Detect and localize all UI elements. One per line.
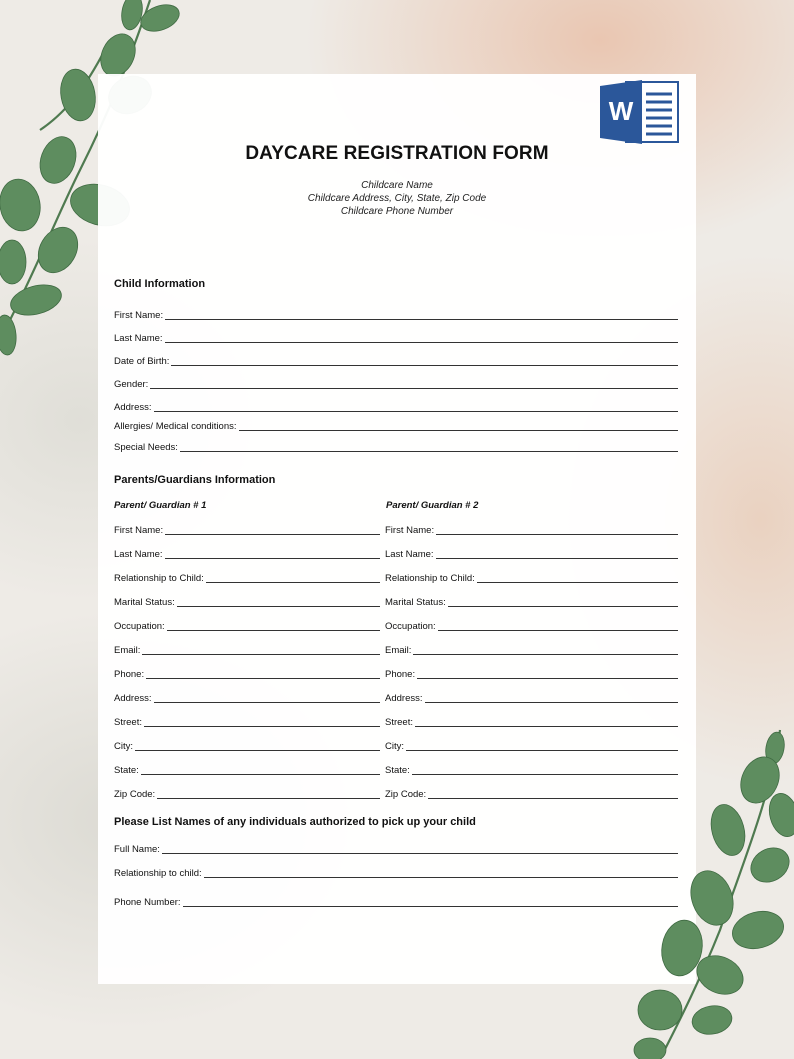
guardian1-phone-label: Phone: — [114, 669, 145, 680]
pickup-heading: Please List Names of any individuals authorized to pick up your child — [114, 816, 476, 828]
guardian2-relationship-to-child-input-line[interactable] — [477, 572, 678, 583]
guardian1-first-name-label: First Name: — [114, 525, 164, 536]
guardian2-phone-input-line[interactable] — [417, 668, 678, 679]
child-gender-label: Gender: — [114, 379, 149, 390]
microsoft-word-icon — [600, 80, 680, 144]
pickup-phone-number-input-line[interactable] — [183, 896, 678, 907]
child-last-name-input-line[interactable] — [165, 332, 678, 343]
guardian1-phone-field — [114, 666, 380, 680]
child-last-name-field — [114, 330, 678, 344]
child-allergies-medical-conditions-input-line[interactable] — [239, 420, 678, 431]
guardian2-zip-code-field — [385, 786, 678, 800]
guardian1-marital-status-input-line[interactable] — [177, 596, 380, 607]
guardian2-phone-label: Phone: — [385, 669, 416, 680]
child-allergies-medical-conditions-field — [114, 418, 678, 432]
pickup-phone-number-field — [114, 894, 678, 908]
guardian1-street-input-line[interactable] — [144, 716, 380, 727]
guardian2-last-name-label: Last Name: — [385, 549, 434, 560]
guardian2-street-field — [385, 714, 678, 728]
guardian1-last-name-field — [114, 546, 380, 560]
child-last-name-label: Last Name: — [114, 333, 163, 344]
child-allergies-medical-conditions-label: Allergies/ Medical conditions: — [114, 421, 237, 432]
guardian2-relationship-to-child-label: Relationship to Child: — [385, 573, 475, 584]
guardian1-state-field — [114, 762, 380, 776]
guardian2-email-label: Email: — [385, 645, 412, 656]
child-first-name-label: First Name: — [114, 310, 164, 321]
guardian1-address-input-line[interactable] — [154, 692, 381, 703]
guardian1-email-input-line[interactable] — [142, 644, 380, 655]
guardian1-relationship-to-child-input-line[interactable] — [206, 572, 380, 583]
guardian2-city-input-line[interactable] — [406, 740, 678, 751]
guardian1-state-label: State: — [114, 765, 139, 776]
guardian2-last-name-field — [385, 546, 678, 560]
guardian2-city-label: City: — [385, 741, 404, 752]
pickup-relationship-to-child-label: Relationship to child: — [114, 868, 202, 879]
child-info-heading: Child Information — [114, 278, 206, 290]
child-date-of-birth-input-line[interactable] — [171, 355, 678, 366]
guardian1-email-field — [114, 642, 380, 656]
child-first-name-field — [114, 307, 678, 321]
guardian1-last-name-label: Last Name: — [114, 549, 163, 560]
childcare-name: Childcare Name — [361, 180, 433, 191]
guardian2-first-name-field — [385, 522, 678, 536]
guardian1-street-field — [114, 714, 380, 728]
guardian1-city-field — [114, 738, 380, 752]
guardian1-address-field — [114, 690, 380, 704]
guardian1-occupation-input-line[interactable] — [167, 620, 380, 631]
guardian1-occupation-field — [114, 618, 380, 632]
guardian2-heading: Parent/ Guardian # 2 — [386, 500, 479, 511]
guardian2-marital-status-label: Marital Status: — [385, 597, 446, 608]
guardian1-heading: Parent/ Guardian # 1 — [114, 500, 207, 511]
guardian2-email-input-line[interactable] — [413, 644, 678, 655]
guardian1-city-input-line[interactable] — [135, 740, 380, 751]
guardian1-last-name-input-line[interactable] — [165, 548, 380, 559]
childcare-phone: Childcare Phone Number — [340, 206, 454, 217]
guardian2-occupation-input-line[interactable] — [438, 620, 678, 631]
pickup-relationship-to-child-field — [114, 865, 678, 879]
guardian1-marital-status-field — [114, 594, 380, 608]
guardian2-address-input-line[interactable] — [425, 692, 679, 703]
pickup-phone-number-label: Phone Number: — [114, 897, 181, 908]
child-gender-field — [114, 376, 678, 390]
child-gender-input-line[interactable] — [150, 378, 678, 389]
form-title: DAYCARE REGISTRATION FORM — [245, 143, 549, 164]
guardian2-address-label: Address: — [385, 693, 423, 704]
child-date-of-birth-field — [114, 353, 678, 367]
child-special-needs-input-line[interactable] — [180, 441, 678, 452]
guardian1-first-name-field — [114, 522, 380, 536]
guardian2-state-input-line[interactable] — [412, 764, 678, 775]
pickup-relationship-to-child-input-line[interactable] — [204, 867, 678, 878]
child-first-name-input-line[interactable] — [165, 309, 678, 320]
guardian1-address-label: Address: — [114, 693, 152, 704]
child-address-input-line[interactable] — [154, 401, 679, 412]
guardian2-state-label: State: — [385, 765, 410, 776]
guardian2-zip-code-label: Zip Code: — [385, 789, 427, 800]
pickup-full-name-input-line[interactable] — [162, 843, 678, 854]
svg-text:W: W — [608, 96, 634, 126]
guardian1-zip-code-label: Zip Code: — [114, 789, 156, 800]
guardian2-street-input-line[interactable] — [415, 716, 678, 727]
parents-info-heading: Parents/Guardians Information — [114, 474, 276, 486]
guardian2-last-name-input-line[interactable] — [436, 548, 678, 559]
guardian1-phone-input-line[interactable] — [146, 668, 380, 679]
guardian2-first-name-input-line[interactable] — [436, 524, 678, 535]
guardian2-zip-code-input-line[interactable] — [428, 788, 678, 799]
guardian1-relationship-to-child-label: Relationship to Child: — [114, 573, 204, 584]
guardian2-phone-field — [385, 666, 678, 680]
pickup-full-name-field — [114, 841, 678, 855]
child-special-needs-label: Special Needs: — [114, 442, 178, 453]
guardian1-occupation-label: Occupation: — [114, 621, 165, 632]
guardian2-city-field — [385, 738, 678, 752]
guardian1-relationship-to-child-field — [114, 570, 380, 584]
guardian1-zip-code-field — [114, 786, 380, 800]
guardian1-street-label: Street: — [114, 717, 142, 728]
guardian1-email-label: Email: — [114, 645, 141, 656]
guardian2-email-field — [385, 642, 678, 656]
guardian2-state-field — [385, 762, 678, 776]
guardian2-first-name-label: First Name: — [385, 525, 435, 536]
guardian1-zip-code-input-line[interactable] — [157, 788, 380, 799]
guardian2-relationship-to-child-field — [385, 570, 678, 584]
child-special-needs-field — [114, 439, 678, 453]
guardian1-marital-status-label: Marital Status: — [114, 597, 175, 608]
child-date-of-birth-label: Date of Birth: — [114, 356, 170, 367]
guardian2-occupation-field — [385, 618, 678, 632]
guardian2-occupation-label: Occupation: — [385, 621, 436, 632]
guardian1-first-name-input-line[interactable] — [165, 524, 380, 535]
guardian2-marital-status-input-line[interactable] — [448, 596, 678, 607]
child-address-field — [114, 399, 678, 413]
pickup-full-name-label: Full Name: — [114, 844, 160, 855]
guardian2-address-field — [385, 690, 678, 704]
child-address-label: Address: — [114, 402, 152, 413]
guardian2-street-label: Street: — [385, 717, 413, 728]
guardian1-state-input-line[interactable] — [141, 764, 380, 775]
guardian1-city-label: City: — [114, 741, 133, 752]
guardian2-marital-status-field — [385, 594, 678, 608]
childcare-address: Childcare Address, City, State, Zip Code — [307, 193, 487, 204]
